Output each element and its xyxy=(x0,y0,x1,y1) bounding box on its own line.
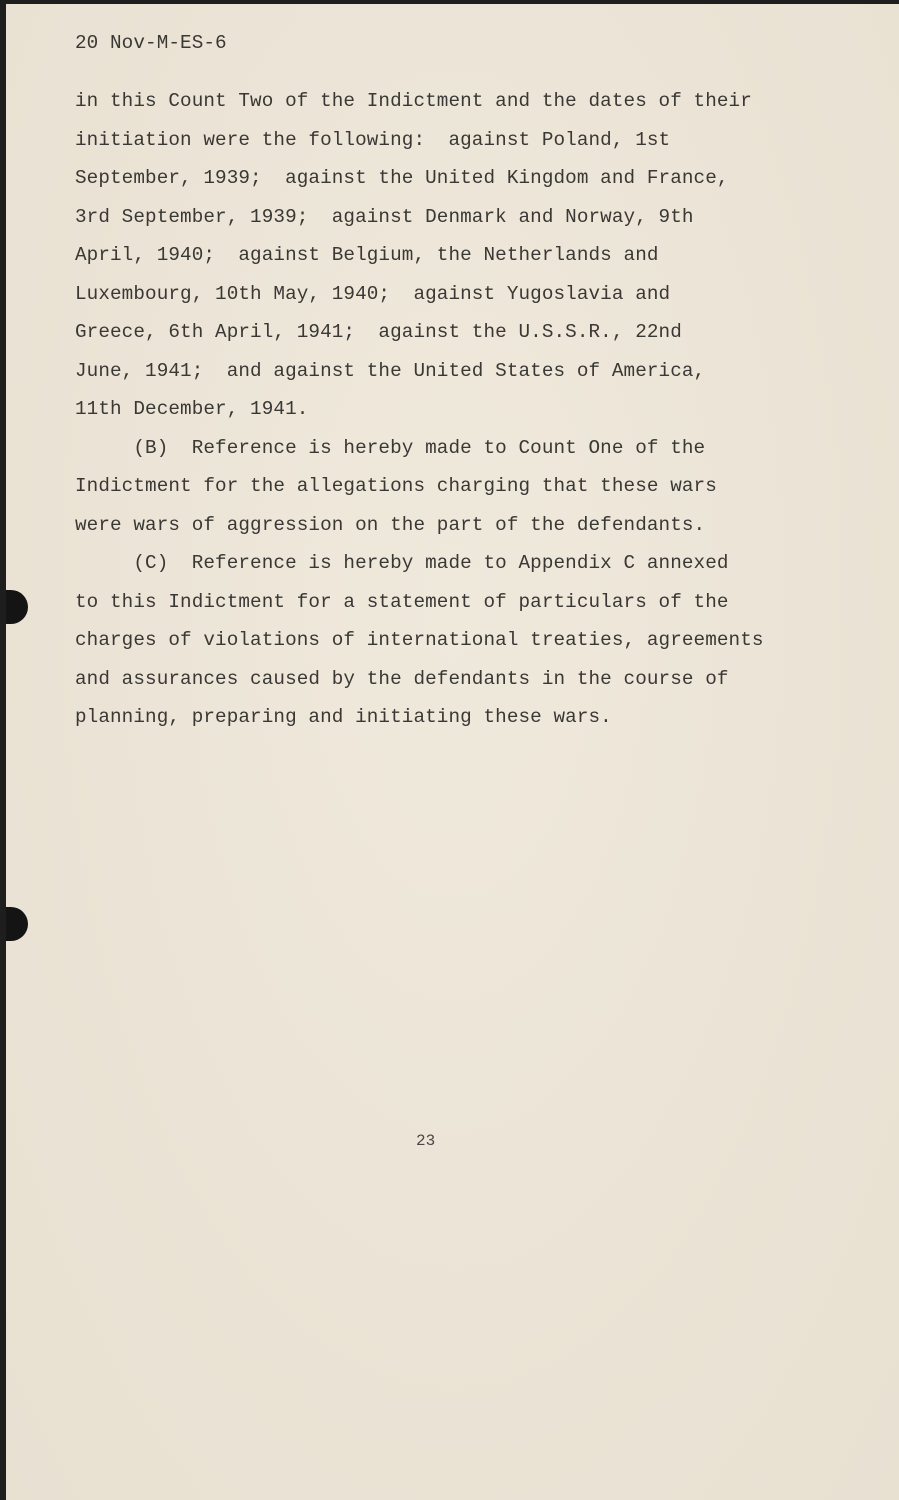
text-line: Luxembourg, 10th May, 1940; against Yugoslavia and xyxy=(75,282,671,305)
punch-hole xyxy=(6,907,28,941)
text-line: planning, preparing and initiating these wars. xyxy=(75,706,612,728)
text-line: initiation were the following: against Poland, 1st xyxy=(75,128,671,151)
text-line: 3rd September, 1939; against Denmark and Norway, 9th xyxy=(75,205,694,228)
text-line: April, 1940; against Belgium, the Netherlands and xyxy=(75,244,659,266)
text-line: Indictment for the allegations charging that these wars xyxy=(75,475,717,497)
text-line: were wars of aggression on the part of the defendants. xyxy=(75,513,706,536)
document-page xyxy=(6,4,899,1500)
text-line: in this Count Two of the Indictment and the dates of their xyxy=(75,90,752,112)
text-line: (B) Reference is hereby made to Count One of the xyxy=(75,436,706,459)
page-number: 23 xyxy=(416,1132,436,1150)
text-line: (C) Reference is hereby made to Appendix C annexed xyxy=(75,552,729,574)
text-line: charges of violations of international treaties, agreements xyxy=(75,629,764,651)
text-line: Greece, 6th April, 1941; against the U.S.S.R., 22nd xyxy=(75,321,682,343)
text-line: to this Indictment for a statement of particulars of the xyxy=(75,590,729,613)
punch-hole xyxy=(6,590,28,624)
text-line: June, 1941; and against the United States of America, xyxy=(75,359,706,382)
document-header: 20 Nov-M-ES-6 xyxy=(75,32,227,54)
text-line: 11th December, 1941. xyxy=(75,398,309,420)
text-line: and assurances caused by the defendants in the course of xyxy=(75,667,729,690)
text-line: September, 1939; against the United Kingdom and France, xyxy=(75,167,729,189)
